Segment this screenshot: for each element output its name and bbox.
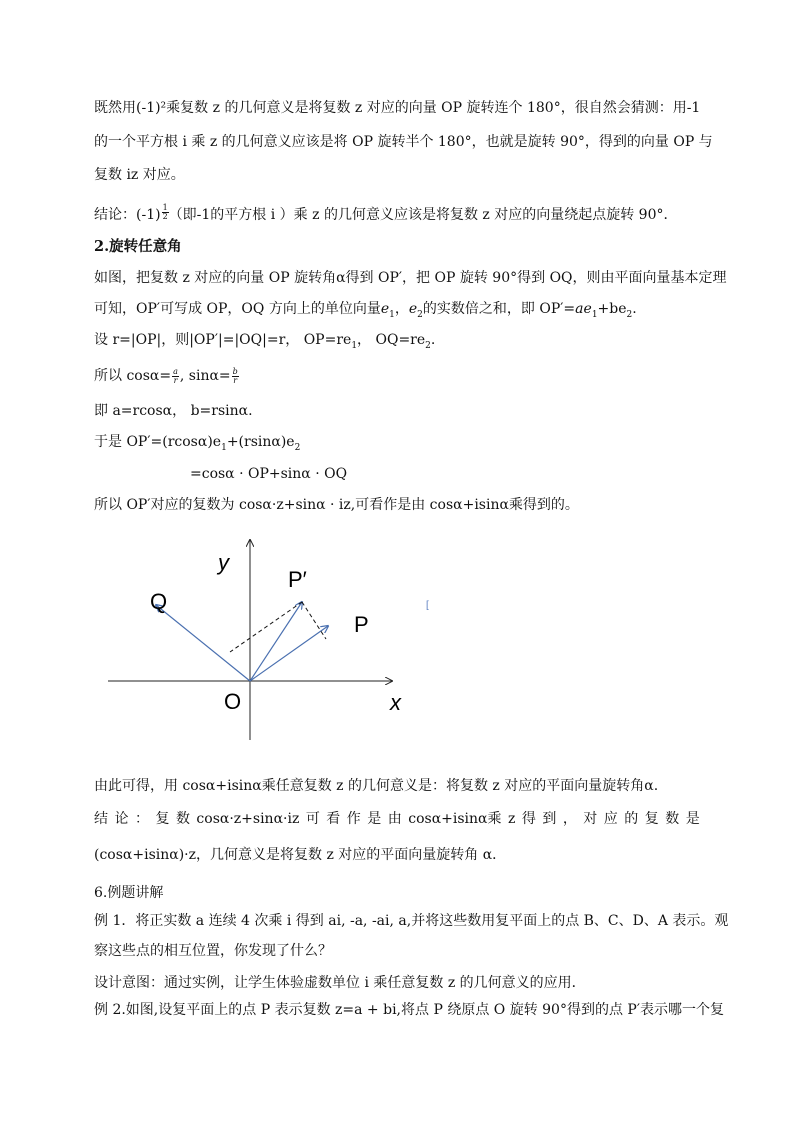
paragraph-line: 例 2.如图,设复平面上的点 P 表示复数 z=a + bi,将点 P 绕原点 O 旋转 90°得到的点 P′表示哪一个复 xyxy=(94,1002,725,1018)
fraction-numerator: 1 xyxy=(162,203,168,212)
conclusion-word: ： xyxy=(134,811,149,827)
section-heading: 2.旋转任意角 xyxy=(94,238,182,255)
paragraph-line: =cosα · OP+sinα · OQ xyxy=(190,466,348,482)
paragraph-line: 所以 OP′对应的复数为 cosα·z+sinα · iz,可看作是由 cosα+isinα乘得到的。 xyxy=(94,497,579,513)
conclusion-word: 是 xyxy=(367,811,382,827)
conclusion-1 xyxy=(94,205,678,230)
subscript: 2 xyxy=(626,309,633,320)
projection-dashed-line xyxy=(302,602,326,639)
text-span: ， xyxy=(394,301,409,317)
text-span: , sinα= xyxy=(179,368,231,384)
conclusion-prefix: 结论：(-1) xyxy=(94,207,161,223)
paragraph-line: 由此可得，用 cosα+isinα乘任意复数 z 的几何意义是：将复数 z 对应的平面向量旋转角α. xyxy=(94,778,659,794)
vector-oq xyxy=(156,605,250,681)
conclusion-word: 作 xyxy=(346,811,361,827)
label-q: Q xyxy=(150,589,168,614)
conclusion-word: 应 xyxy=(603,811,618,827)
conclusion-word: 结 xyxy=(94,811,108,827)
conclusion-word: 看 xyxy=(326,811,341,827)
subscript: 2 xyxy=(425,340,431,351)
vector-op-prime xyxy=(250,602,302,681)
paragraph-line: 例 1．将正实数 a 连续 4 次乘 i 得到 ai, -a, -ai, a,并将这些数用复平面上的点 B、C、D、A 表示。观 xyxy=(94,913,729,929)
conclusion-word: 到 xyxy=(542,811,557,827)
fraction xyxy=(172,368,179,385)
fraction-denominator: 2 xyxy=(162,212,168,221)
text-span: . xyxy=(632,301,637,317)
vector-symbol: e xyxy=(380,301,390,317)
fraction-numerator: a xyxy=(173,366,178,376)
paragraph-line xyxy=(94,299,637,319)
vector-symbol: ae xyxy=(575,301,592,317)
subscript: 1 xyxy=(351,340,358,351)
paragraph-line: 既然用(-1)²乘复数 z 的几何意义是将复数 z 对应的向量 OP 旋转连个 180°，很自然会猜测：用-1 xyxy=(94,100,701,116)
conclusion-word: cosα+isinα乘 xyxy=(408,811,502,827)
paragraph-line: 设计意图：通过实例，让学生体验虚数单位 i 乘任意复数 z 的几何意义的应用． xyxy=(94,975,586,991)
conclusion-word: 数 xyxy=(175,811,190,827)
paragraph-line: 即 a=rcosα， b=rsinα. xyxy=(94,403,253,419)
subscript: 2 xyxy=(294,442,301,453)
text-span: 于是 OP′=(rcosα)e xyxy=(94,434,222,450)
label-p: P xyxy=(354,612,369,637)
subscript: 1 xyxy=(221,442,227,453)
fraction-denominator: r xyxy=(233,375,238,385)
conclusion-word: z xyxy=(507,811,516,827)
conclusion-word: 对 xyxy=(583,811,598,827)
conclusion-word: 的 xyxy=(624,811,639,827)
conclusion-word: 由 xyxy=(387,811,402,827)
conclusion-word: 论 xyxy=(114,811,129,827)
conclusion-word: 数 xyxy=(665,811,680,827)
fraction-denominator: r xyxy=(173,375,178,385)
label-y: y xyxy=(218,550,229,575)
label-p-prime: P′ xyxy=(288,567,307,592)
paragraph-line: (cosα+isinα)·z，几何意义是将复数 z 对应的平面向量旋转角 α． xyxy=(94,847,507,863)
paragraph-line: 如图，把复数 z 对应的向量 OP 旋转角α得到 OP′，把 OP 旋转 90°得到 OQ，则由平面向量基本定理 xyxy=(94,270,727,286)
stray-mark: [ xyxy=(426,600,429,611)
text-span: ， OQ=re xyxy=(357,332,426,348)
section-heading: 6.例题讲解 xyxy=(94,885,164,901)
conclusion-word: 复 xyxy=(155,811,170,827)
paragraph-line: 的一个平方根 i 乘 z 的几何意义应该是将 OP 旋转半个 180°，也就是旋转 90°，得到的向量 OP 与 xyxy=(94,134,713,150)
conclusion-word: 是 xyxy=(685,811,700,827)
conclusion-word: cosα·z+sinα·iz xyxy=(196,811,300,827)
paragraph-line xyxy=(94,330,435,350)
subscript: 2 xyxy=(417,309,423,320)
text-span: +be xyxy=(597,301,627,317)
paragraph-line xyxy=(94,366,240,386)
vector-symbol: e xyxy=(408,301,418,317)
text-span: 的实数倍之和，即 OP′= xyxy=(422,301,576,317)
text-span: 设 r=|OP|，则|OP′|=|OQ|=r， OP=re xyxy=(94,332,352,348)
vector-op xyxy=(250,626,328,681)
conclusion-word: 可 xyxy=(305,811,320,827)
conclusion-2-line1 xyxy=(94,809,700,829)
paragraph-line: 察这些点的相互位置，你发现了什么？ xyxy=(94,943,332,959)
conclusion-suffix: （即-1的平方根 i ）乘 z 的几何意义应该是将复数 z 对应的向量绕起点旋转 90°． xyxy=(168,207,678,223)
subscript: 1 xyxy=(591,309,598,320)
text-span: . xyxy=(430,332,436,348)
exponent-fraction xyxy=(162,204,169,221)
conclusion-word: 复 xyxy=(644,811,659,827)
label-x: x xyxy=(390,690,401,715)
conclusion-word: 得 xyxy=(521,811,536,827)
fraction-numerator: b xyxy=(232,366,238,376)
rotation-diagram xyxy=(100,532,440,742)
text-span: +(rsinα)e xyxy=(226,434,295,450)
text-span: 可知，OP′可写成 OP，OQ 方向上的单位向量 xyxy=(94,301,381,317)
label-origin: O xyxy=(224,689,242,714)
paragraph-line: 复数 iz 对应。 xyxy=(94,167,185,183)
projection-dashed-line xyxy=(230,602,302,652)
conclusion-word: ， xyxy=(562,811,577,827)
subscript: 1 xyxy=(389,309,395,320)
paragraph-line xyxy=(94,432,300,452)
text-span: 所以 cosα= xyxy=(94,368,172,384)
fraction xyxy=(232,368,239,385)
